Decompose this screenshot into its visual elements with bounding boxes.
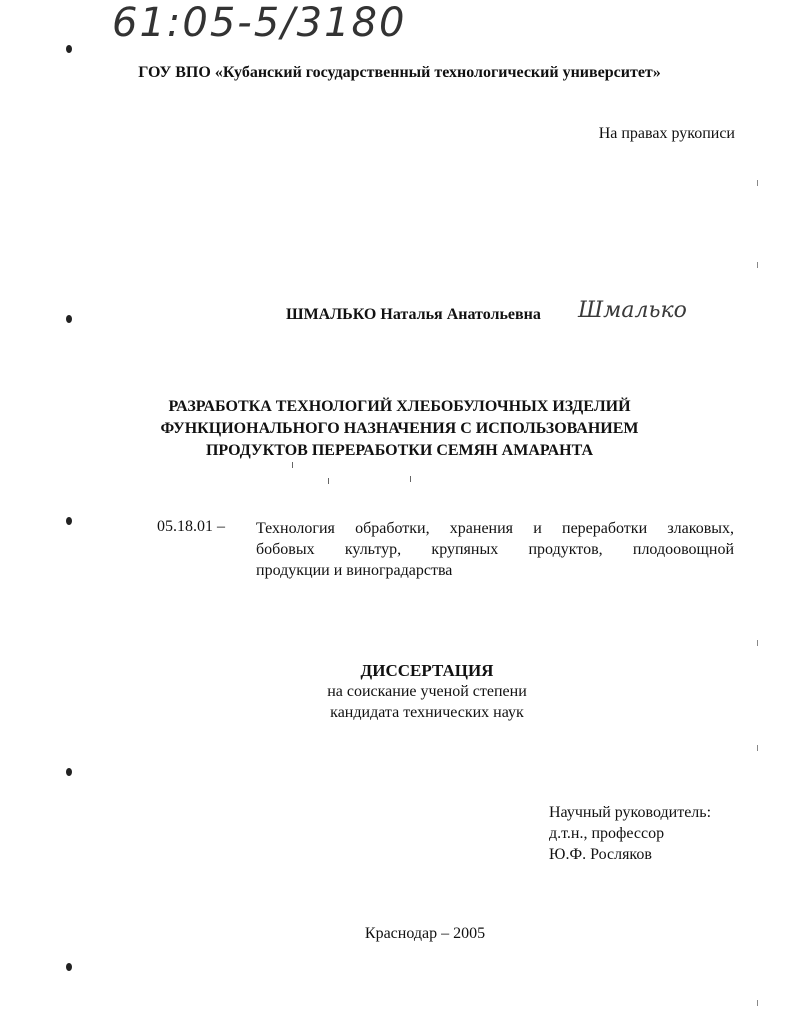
- binding-hole-mark: [66, 768, 72, 776]
- degree-line: кандидата технических наук: [330, 704, 524, 721]
- scan-speck: [292, 462, 293, 468]
- degree-line: на соискание ученой степени: [327, 683, 527, 700]
- adviser-degree: д.т.н., профессор: [549, 825, 665, 842]
- adviser-name: Ю.Ф. Росляков: [549, 846, 652, 863]
- author-name: ШМАЛЬКО Наталья Анатольевна: [286, 306, 541, 323]
- scan-speck: [757, 640, 758, 646]
- specialty-line: бобовых культур, крупяных продуктов, плодоовощной: [256, 541, 734, 558]
- scientific-adviser: [549, 802, 711, 865]
- scan-speck: [410, 476, 411, 482]
- archive-stamp-text: 61:05-5/3180: [112, 0, 407, 46]
- title-line: РАЗРАБОТКА ТЕХНОЛОГИЙ ХЛЕБОБУЛОЧНЫХ ИЗДЕЛИЙ: [168, 398, 631, 415]
- binding-hole-mark: [66, 517, 72, 525]
- author-signature: Шмалько: [578, 298, 687, 323]
- thesis-title: [0, 396, 799, 462]
- specialty-description: [256, 518, 734, 581]
- scan-speck: [757, 262, 758, 268]
- title-line: ПРОДУКТОВ ПЕРЕРАБОТКИ СЕМЯН АМАРАНТА: [205, 442, 594, 459]
- scan-speck: [328, 478, 329, 484]
- specialty-line: Технология обработки, хранения и переработки злаковых,: [256, 520, 734, 537]
- binding-hole-mark: [66, 315, 72, 323]
- scan-speck: [757, 1000, 758, 1006]
- dissertation-block: [0, 660, 799, 723]
- archive-stamp: [112, 0, 406, 46]
- specialty-line: продукции и виноградарства: [256, 562, 453, 579]
- adviser-label: Научный руководитель:: [549, 804, 712, 821]
- city-year: Краснодар – 2005: [364, 925, 486, 942]
- binding-hole-mark: [66, 963, 72, 971]
- manuscript-rights: На правах рукописи: [598, 125, 735, 142]
- specialty-code: 05.18.01 –: [157, 518, 225, 535]
- scan-speck: [757, 745, 758, 751]
- dissertation-heading: ДИССЕРТАЦИЯ: [360, 661, 494, 680]
- title-line: ФУНКЦИОНАЛЬНОГО НАЗНАЧЕНИЯ С ИСПОЛЬЗОВАНИЕМ: [160, 420, 639, 437]
- university-name: ГОУ ВПО «Кубанский государственный технологический университет»: [138, 64, 661, 81]
- binding-hole-mark: [66, 45, 72, 53]
- scan-speck: [757, 180, 758, 186]
